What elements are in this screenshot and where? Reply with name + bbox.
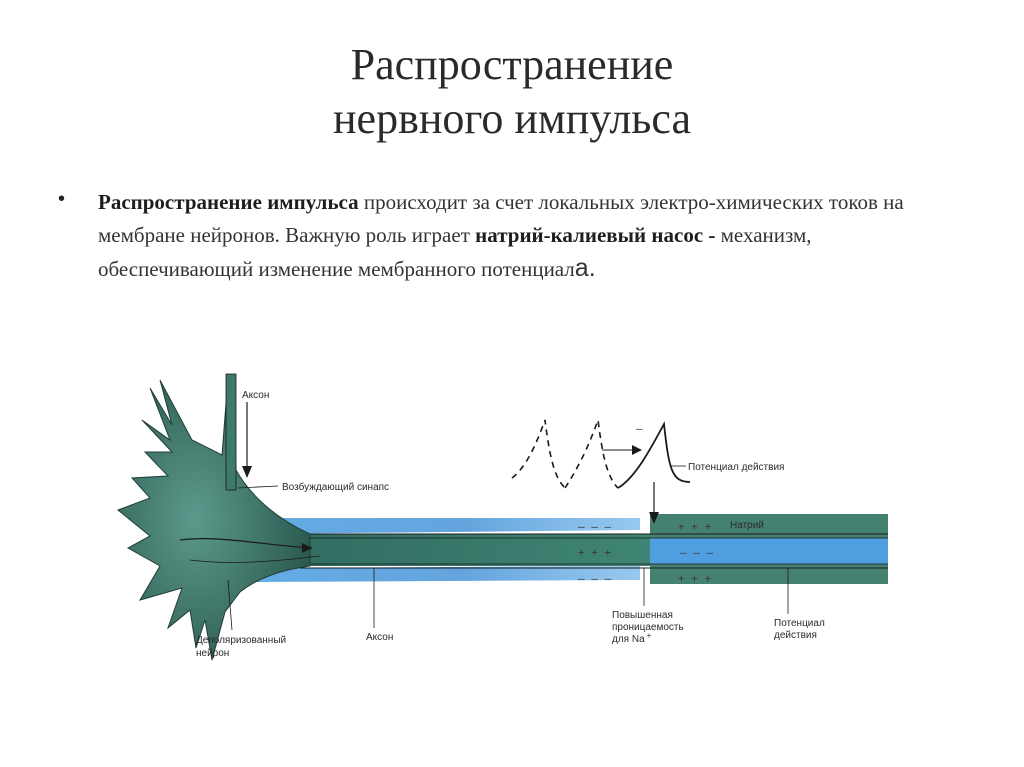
neuron-body (118, 378, 310, 660)
incoming-axon (226, 374, 236, 490)
ap-dashed-1 (512, 420, 565, 488)
text-last-char: а. (574, 254, 596, 282)
ap-dashed-2 (565, 420, 618, 488)
label-depolarized-2: нейрон (196, 648, 230, 659)
sign-plus-mid: + + + (578, 546, 612, 559)
text-part-1: происходит за счет локальных электро-химических токов на мембране нейронов. Важную роль играет (98, 190, 904, 247)
ap-solid (618, 424, 690, 488)
sign-minus-bottom: – – – (578, 572, 612, 585)
label-potential-2: действия (774, 630, 817, 641)
sign-plus-top-right: + + + (678, 520, 712, 533)
bold-phrase-impulse: Распространение импульса (98, 190, 359, 214)
ap-arrow-head (632, 445, 642, 455)
label-permeability-3 (612, 631, 652, 645)
label-axon-bottom: Аксон (366, 632, 394, 643)
label-axon-top: Аксон (242, 390, 270, 401)
label-sodium: Натрий (730, 520, 764, 531)
title-line-1: Распространение (350, 40, 674, 89)
text-part-2: механизм, обеспечивающий изменение мембранного потенциал (98, 223, 812, 281)
bullet-mark: • (58, 188, 66, 210)
bold-phrase-pump: натрий-калиевый насос - (475, 223, 716, 247)
label-permeability-sup: + (646, 631, 652, 640)
sign-minus-mid-right: – – – (680, 546, 714, 559)
title-line-2: нервного импульса (333, 94, 691, 143)
label-potential-1: Потенциал (774, 618, 825, 629)
sign-peak: – (636, 422, 643, 435)
label-permeability-2: проницаемость (612, 622, 684, 633)
sign-minus-top: – – – (578, 520, 612, 533)
label-depolarized-1: Деполяризованный (196, 635, 287, 646)
sign-plus-bottom-right: + + + (678, 572, 712, 585)
label-synapse: Возбуждающий синапс (282, 482, 390, 493)
label-permeability-na: для Na (612, 634, 645, 645)
axon-down-arrow-head (242, 466, 252, 478)
label-action-potential: Потенциал действия (688, 462, 785, 473)
label-permeability-1: Повышенная (612, 610, 673, 621)
